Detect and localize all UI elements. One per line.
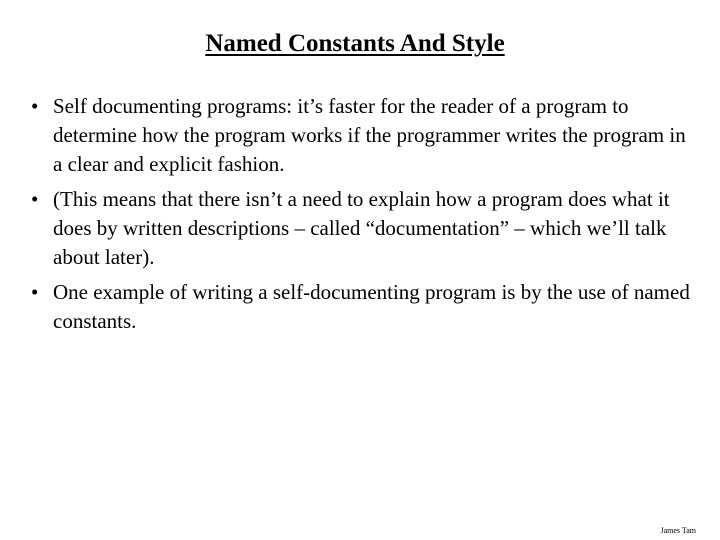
bullet-text: Self documenting programs: it’s faster for the reader of a program to determine how the program works if the programmer writes the program in a clear and explicit fashion. [53,94,686,176]
slide-title: Named Constants And Style [205,30,505,57]
bullet-text: One example of writing a self-documenting program is by the use of named constants. [53,280,690,333]
bullet-mark: • [31,94,39,118]
bullet-text: (This means that there isn’t a need to explain how a program does what it does by written descriptions – called “documentation” – which we’ll talk about later). [53,187,670,269]
footer-credit: James Tam [660,526,696,535]
bullet-mark: • [31,280,39,304]
bullet-item-self-documenting [31,92,691,179]
bullet-mark: • [31,187,39,211]
bullet-item-documentation [31,185,691,272]
bullet-list [31,92,691,342]
bullet-item-named-constants [31,278,691,336]
